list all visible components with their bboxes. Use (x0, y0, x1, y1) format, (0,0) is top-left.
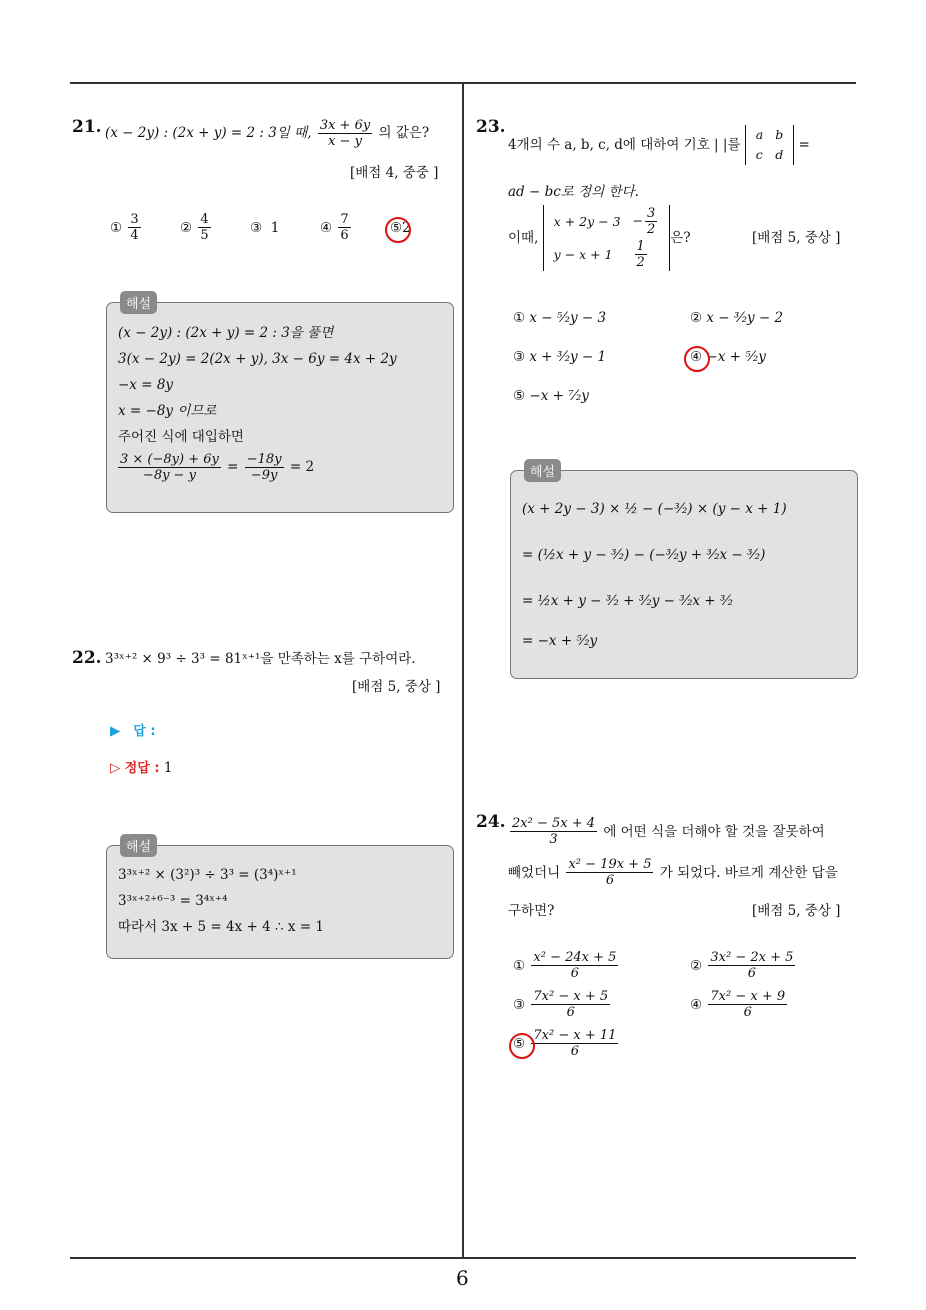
question-24-line-3: 구하면? (508, 903, 555, 919)
determinant-expression: x + 2y − 3 − $\frac{3}{2}$ y − x + 1 $\frac{1}{2}$ (543, 205, 671, 271)
q23-sol-line-1: (x + 2y − 3) × ½ − (−³⁄₂) × (y − x + 1) (522, 501, 787, 517)
play-arrow-icon: ▶ (110, 723, 121, 739)
question-23-number: 23. (476, 117, 506, 137)
q23-sol-line-4: = −x + ⁵⁄₂y (522, 633, 598, 649)
bottom-rule (70, 1257, 856, 1259)
q22-solution-tag: 해설 (120, 834, 157, 857)
q23-choice-3[interactable]: ③ x + ³⁄₂y − 1 (513, 349, 607, 365)
q21-sol-line-4: x = −8y 이므로 (118, 403, 217, 419)
q24-choice-3[interactable]: ③ $\frac{\text{7x² − x + 5}}{6}$ (513, 989, 609, 1020)
q21-choice-1[interactable]: ① $\frac{3}{4}$ (110, 212, 139, 243)
q23-choice-4[interactable]: ④ −x + ⁵⁄₂y (690, 349, 766, 365)
q21-sol-line-6: $\frac{3 \times (-8y) + 6y}{-8y - y}$ = $\frac{-18y}{-9y}$ = 2 (120, 452, 315, 483)
column-divider (462, 83, 464, 1258)
q22-answer-label: 답 : (133, 724, 156, 739)
question-24-line-1: $\frac{\text{2x² − 5x + 4}}{3}$ 에 어떤 식을 더해야 할 것을 잘못하여 (512, 816, 825, 847)
q21-sol-line-3: −x = 8y (118, 377, 174, 393)
q21-choice-3[interactable]: ③ 1 (250, 220, 280, 236)
answer-circle-mark (385, 217, 411, 243)
determinant-definition: a b c d (745, 125, 794, 165)
question-22-stem: 3³ˣ⁺² × 9³ ÷ 3³ = 81ˣ⁺¹을 만족하는 x를 구하여라. (105, 651, 416, 667)
q22-correct-value: 1 (163, 760, 173, 776)
q24-choice-2[interactable]: ② $\frac{\text{3x² − 2x + 5}}{6}$ (690, 950, 794, 981)
q21-sol-line-1: (x − 2y) : (2x + y) = 2 : 3을 풀면 (118, 325, 334, 341)
q23-solution-tag: 해설 (524, 459, 561, 482)
q23-choice-1[interactable]: ① x − ⁵⁄₂y − 3 (513, 310, 607, 326)
q22-correct-row (110, 759, 172, 778)
q21-sol-line-5: 주어진 식에 대입하면 (118, 429, 244, 445)
answer-circle-mark (509, 1033, 535, 1059)
q22-sol-line-3: 따라서 3x + 5 = 4x + 4 ∴ x = 1 (118, 919, 324, 935)
question-21-stem: (x − 2y) : (2x + y) = 2 : 3일 때, $\frac{3x + 6y}{x - y}$ 의 값은? (105, 118, 430, 149)
q21-sol-line-2: 3(x − 2y) = 2(2x + y), 3x − 6y = 4x + 2y (118, 351, 397, 367)
q23-choice-5[interactable]: ⑤ −x + ⁷⁄₂y (513, 388, 589, 404)
question-21-fraction: $\frac{3x + 6y}{x - y}$ (319, 118, 371, 149)
question-24-line-2: 빼었더니 $\frac{\text{x² − 19x + 5}}{6}$ 가 되었다. 바르게 계산한 답을 (508, 857, 838, 888)
q22-correct-label: 정답 : (124, 761, 160, 776)
question-23-stem-2: ad − bc로 정의 한다. (508, 184, 639, 200)
q21-choice-4[interactable]: ④ $\frac{7}{6}$ (320, 212, 349, 243)
q21-choice-2[interactable]: ② $\frac{4}{5}$ (180, 212, 209, 243)
q22-answer-row[interactable] (110, 722, 156, 741)
question-23-stem-1: 4개의 수 a, b, c, d에 대하여 기호 | |를 a b c d = (508, 125, 810, 165)
question-22-score: [배점 5, 중상 ] (352, 679, 441, 695)
page-number: 6 (456, 1266, 469, 1290)
q24-choice-5[interactable]: ⑤ $\frac{\text{7x² − x + 11}}{6}$ (513, 1028, 617, 1059)
q23-sol-line-2: = (½x + y − ³⁄₂) − (−³⁄₂y + ³⁄₂x − ³⁄₂) (522, 547, 766, 563)
q22-sol-line-2: 3³ˣ⁺²⁺⁶⁻³ = 3⁴ˣ⁺⁴ (118, 893, 228, 909)
question-23-stem-3: 이때, x + 2y − 3 − $\frac{3}{2}$ y − x + 1 $\frac{1}{2}$ 은? (508, 206, 691, 270)
q24-choice-4[interactable]: ④ $\frac{\text{7x² − x + 9}}{6}$ (690, 989, 786, 1020)
q22-sol-line-1: 3³ˣ⁺² × (3²)³ ÷ 3³ = (3⁴)ˣ⁺¹ (118, 867, 297, 883)
question-23-score: [배점 5, 중상 ] (752, 230, 841, 246)
question-21-number: 21. (72, 117, 102, 137)
answer-circle-mark (684, 346, 710, 372)
question-24-number: 24. (476, 812, 506, 832)
q21-solution-tag: 해설 (120, 291, 157, 314)
q23-sol-line-3: = ½x + y − ³⁄₂ + ³⁄₂y − ³⁄₂x + ³⁄₂ (522, 593, 733, 609)
question-24-score: [배점 5, 중상 ] (752, 903, 841, 919)
question-22-number: 22. (72, 648, 102, 668)
q23-choice-2[interactable]: ② x − ³⁄₂y − 2 (690, 310, 784, 326)
outline-arrow-icon: ▷ (110, 760, 121, 776)
q24-choice-1[interactable]: ① $\frac{\text{x² − 24x + 5}}{6}$ (513, 950, 617, 981)
question-21-score: [배점 4, 중중 ] (350, 165, 439, 181)
q21-choice-5[interactable]: ⑤ 2 (390, 220, 411, 236)
